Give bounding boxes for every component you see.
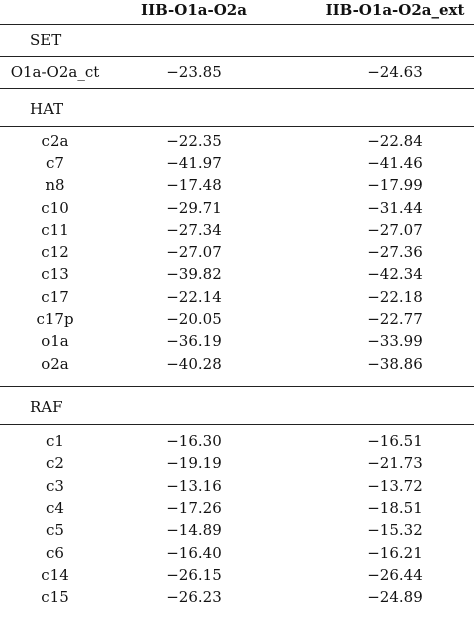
row-label: c2 [46, 454, 64, 472]
row-label: c1 [46, 432, 64, 450]
table-row [0, 432, 474, 451]
row-value-2: −16.21 [367, 544, 423, 562]
table-row [0, 310, 474, 329]
row-value-1: −19.19 [166, 454, 222, 472]
row-value-2: −22.18 [367, 288, 423, 306]
row-label: c14 [41, 566, 69, 584]
row-value-1: −14.89 [166, 521, 222, 539]
row-label: c17 [41, 288, 69, 306]
row-label: c11 [41, 221, 69, 239]
row-label: c3 [46, 477, 64, 495]
table-row [0, 63, 474, 82]
table-row [0, 566, 474, 585]
row-label: c17p [36, 310, 74, 328]
table-row [0, 355, 474, 374]
row-label: o2a [41, 355, 69, 373]
row-value-2: −24.89 [367, 588, 423, 606]
row-value-2: −17.99 [367, 176, 423, 194]
section-raf [0, 392, 474, 422]
header-col-iib-o1a-o2a-ext: IIB-O1a-O2a_ext [325, 1, 465, 19]
section-divider-set-hat [0, 88, 474, 89]
row-value-2: −13.72 [367, 477, 423, 495]
section-label-hat: HAT [30, 100, 64, 118]
row-value-1: −39.82 [166, 265, 222, 283]
row-value-1: −22.35 [166, 132, 222, 150]
row-value-1: −29.71 [166, 199, 222, 217]
table-row [0, 243, 474, 262]
row-label: c7 [46, 154, 64, 172]
table-row [0, 544, 474, 563]
row-value-2: −41.46 [367, 154, 423, 172]
section-label-raf: RAF [30, 398, 63, 416]
row-value-1: −23.85 [166, 63, 222, 81]
table-header-row [0, 0, 474, 22]
header-col-name [0, 0, 110, 19]
row-value-1: −17.48 [166, 176, 222, 194]
row-value-2: −33.99 [367, 332, 423, 350]
section-rule-raf [0, 424, 474, 425]
row-value-2: −38.86 [367, 355, 423, 373]
table-row [0, 521, 474, 540]
table-row [0, 454, 474, 473]
table-row [0, 588, 474, 607]
row-value-1: −27.07 [166, 243, 222, 261]
row-label: o1a [41, 332, 69, 350]
row-label: c12 [41, 243, 69, 261]
row-label: c2a [41, 132, 69, 150]
section-label-set: SET [30, 31, 62, 49]
table-row [0, 499, 474, 518]
table-row [0, 132, 474, 151]
section-divider-hat-raf [0, 386, 474, 387]
row-value-2: −24.63 [367, 63, 423, 81]
table-row [0, 199, 474, 218]
row-value-2: −18.51 [367, 499, 423, 517]
row-value-1: −13.16 [166, 477, 222, 495]
row-label: c6 [46, 544, 64, 562]
row-value-1: −17.26 [166, 499, 222, 517]
section-rule-set [0, 56, 474, 57]
row-value-1: −16.40 [166, 544, 222, 562]
row-label: O1a-O2a_ct [10, 63, 100, 81]
row-label: c4 [46, 499, 64, 517]
section-set [0, 25, 474, 55]
row-label: c13 [41, 265, 69, 283]
row-value-1: −16.30 [166, 432, 222, 450]
section-hat [0, 94, 474, 124]
row-value-2: −22.77 [367, 310, 423, 328]
row-value-2: −42.34 [367, 265, 423, 283]
row-value-1: −36.19 [166, 332, 222, 350]
section-rule-hat [0, 126, 474, 127]
row-value-2: −26.44 [367, 566, 423, 584]
row-value-2: −16.51 [367, 432, 423, 450]
row-label: n8 [45, 176, 65, 194]
table-row [0, 154, 474, 173]
table-row [0, 176, 474, 195]
row-value-2: −15.32 [367, 521, 423, 539]
row-value-2: −27.07 [367, 221, 423, 239]
table-row [0, 221, 474, 240]
row-value-1: −20.05 [166, 310, 222, 328]
row-value-1: −22.14 [166, 288, 222, 306]
table-row [0, 332, 474, 351]
table-row [0, 477, 474, 496]
row-value-2: −21.73 [367, 454, 423, 472]
header-col-iib-o1a-o2a: IIB-O1a-O2a [141, 1, 247, 19]
row-value-1: −27.34 [166, 221, 222, 239]
row-value-1: −41.97 [166, 154, 222, 172]
row-value-1: −26.15 [166, 566, 222, 584]
row-value-2: −27.36 [367, 243, 423, 261]
table-row [0, 265, 474, 284]
row-value-2: −31.44 [367, 199, 423, 217]
row-label: c15 [41, 588, 69, 606]
row-label: c10 [41, 199, 69, 217]
table-row [0, 288, 474, 307]
row-value-1: −26.23 [166, 588, 222, 606]
row-label: c5 [46, 521, 64, 539]
row-value-2: −22.84 [367, 132, 423, 150]
row-value-1: −40.28 [166, 355, 222, 373]
